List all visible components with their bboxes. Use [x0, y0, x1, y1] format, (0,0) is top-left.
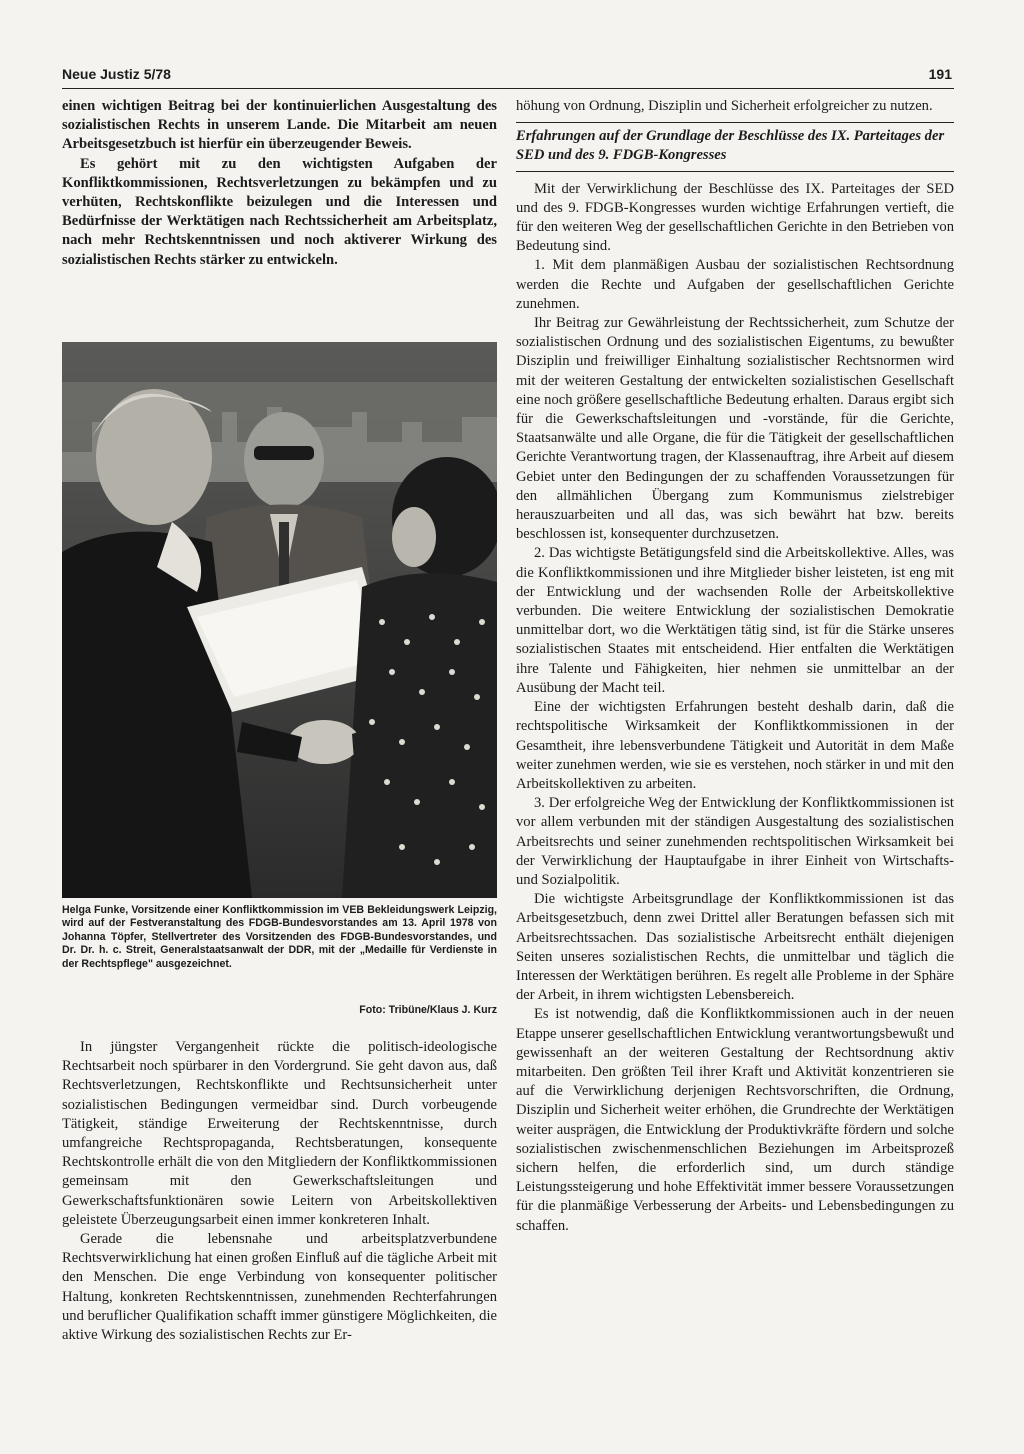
paragraph: einen wichtigen Beitrag bei der kontinuierlichen Ausgestaltung des sozialistischen Rechts in unserem Lande. Die Mitarbeit am neuen Arbeitsgesetzbuch ist hierfür ein überzeugender Beweis. [62, 98, 497, 153]
header-rule [62, 88, 954, 89]
photo-credit: Foto: Tribüne/Klaus J. Kurz [359, 1004, 497, 1016]
paragraph: Mit der Verwirklichung der Beschlüsse des IX. Parteitages der SED und des 9. FDGB-Kongresses wurden wichtige Erfahrungen vertieft, die für den weiteren Weg der gesellschaftlichen Gerichte in den Betrieben von Bedeutung sind. [516, 180, 954, 255]
paragraph: Es gehört mit zu den wichtigsten Aufgaben der Konfliktkommissionen, Rechtsverletzungen zu bekämpfen und zu verhüten, Rechtskonflikte beizulegen und die Interessen und Bedürfnisse der Werktätigen nach Rechtssicherheit am Arbeitsplatz, nach mehr Rechtskenntnissen und noch aktiverer Wirkung des sozialistischen Rechts stärker zu entwickeln. [62, 155, 497, 268]
photo-illustration [62, 342, 497, 898]
paragraph: höhung von Ordnung, Disziplin und Sicherheit erfolgreicher zu nutzen. [516, 98, 933, 114]
paragraph: Die wichtigste Arbeitsgrundlage der Konfliktkommissionen ist das Arbeitsgesetzbuch, denn zwei Drittel aller Beratungen befassen sich mit Arbeitsrechtssachen. Das sozialistische Arbeitsrecht enthält diejenigen Seiten unseres sozialistischen Rechts, die unmittelbar und täglich die Interessen der Werktätigen berühren. Es regelt alle Probleme in der Sphäre der Arbeit, in ihrem wichtigsten Lebensbereich. [516, 891, 954, 1004]
journal-header: Neue Justiz 5/78 [62, 66, 171, 82]
paragraph: Ihr Beitrag zur Gewährleistung der Rechtssicherheit, zum Schutze der sozialistischen Ordnung und des sozialistischen Eigentums, zu bewußter Disziplin und freiwilliger Einhaltung sozialistischer Rechtsnormen wird mit der weiteren Gestaltung der entwickelten sozialistischen Gesellschaft eine noch größere gesellschaftliche Bedeutung erhalten. Daraus ergibt sich für die Gewerkschaftsleitungen und -vorstände, für die Gerichte, Staatsanwälte und alle Organe, die für die Tätigkeit der gesellschaftlichen Gerichte Verantwortung tragen, der Klassenauftrag, ihre Arbeit auf diesem Gebiet unter den Bedingungen der zu schaffenden Voraussetzungen für den allmählichen Übergang zum Kommunismus zielstrebiger herauszuarbeiten und all das, was sich bewährt hat bzw. bereits beschlossen ist, konsequenter durchzusetzen. [516, 315, 954, 543]
left-column-bottom [62, 1038, 497, 1345]
paragraph: Eine der wichtigsten Erfahrungen besteht deshalb darin, daß die rechtspolitische Wirksamkeit der Konfliktkommissionen in der Gesamtheit, ihre lebensverbundene Tätigkeit und Autorität in dem Maße weiter zunehmen werden, wie sie es verstehen, noch stärker in und mit den Arbeitskollektiven zu arbeiten. [516, 699, 954, 792]
paragraph: Es ist notwendig, daß die Konfliktkommissionen auch in der neuen Etappe unserer gesellschaftlichen Entwicklung verantwortungsbewußt und gewissenhaft an der weiteren Gestaltung der Rechtsordnung aktiv mitarbeiten. Den größten Teil ihrer Kraft und Aktivität konzentrieren sie auf die Verwirklichung derjenigen Rechtsvorschriften, die Ordnung, Disziplin und Sicherheit weiter erhöhen, die Grundrechte der Werktätigen weiter ausprägen, die Entwicklung der Produktivkräfte fördern und solche sozialistischen zwischenmenschlichen Beziehungen im Arbeitsprozeß sichern helfen, die erforderlich sind, um durch ständige Leistungssteigerung und hohe Effektivität immer bessere Voraussetzungen für die planmäßige Verbesserung der Arbeits- und Lebensbedingungen zu schaffen. [516, 1006, 954, 1234]
section-rule [516, 122, 954, 123]
photo-caption: Helga Funke, Vorsitzende einer Konfliktkommission im VEB Bekleidungswerk Leipzig, wird auf der Festveranstaltung des FDGB-Bundesvorstandes am 13. April 1978 von Johanna Töpfer, Stellvertreter des Vorsitzenden des FDGB-Bundesvorstandes, und Dr. Dr. h. c. Streit, Generalstaatsanwalt der DDR, mit der „Medaille für Verdienste in der Rechtspflege" ausgezeichnet. [62, 904, 497, 970]
paragraph: 2. Das wichtigste Betätigungsfeld sind die Arbeitskollektive. Alles, was die Konfliktkommissionen und ihre Mitglieder bisher leisteten, ist eng mit der Entwicklung und der wachsenden Rolle der Arbeitskollektive verbunden. Die weitere Entwicklung der sozialistischen Demokratie unmittelbar dort, wo die Werktätigen tätig sind, ist für die Stärke unseres sozialistischen Staates mit entscheidend. Hier entfalten die Werktätigen ihre Talente und Fähigkeiten, hier nehmen sie unmittelbar an der Ausübung der Macht teil. [516, 545, 954, 696]
paragraph: In jüngster Vergangenheit rückte die politisch-ideologische Rechtsarbeit noch spürbarer in den Vordergrund. Sie geht davon aus, daß Rechtsverletzungen, Rechtskonflikte und Rechtsunsicherheit unter sozialistischen Bedingungen vermeidbar sind. Durch vorbeugende Tätigkeit, ständige Erweiterung der Rechtskenntnisse, durch umfangreiche Rechtspropaganda, Rechtsberatungen, konsequente Rechtskontrolle erhält die von den Mitgliedern der Konfliktkommissionen gemeinsam mit den Gewerkschaftsleitungen und Gewerkschaftsfunktionären sowie Leitern von Arbeitskollektiven geleistete Überzeugungsarbeit einen immer konkreteren Inhalt. [62, 1039, 497, 1228]
paragraph: 3. Der erfolgreiche Weg der Entwicklung der Konfliktkommissionen ist vor allem verbunden mit der ständigen Ausgestaltung des sozialistischen Arbeitsrechts und seiner zunehmenden rechtspolitischen Wirksamkeit bei der Verwirklichung der Hauptaufgabe in ihrer Einheit von Wirtschafts- und Sozialpolitik. [516, 795, 954, 888]
page-number: 191 [928, 66, 952, 82]
paragraph: Gerade die lebensnahe und arbeitsplatzverbundene Rechtsverwirklichung hat einen großen Einfluß auf die tägliche Arbeit mit den Menschen. Die enge Verbindung von konsequenter politischer Haltung, konkreten Rechtskenntnissen, zunehmenden Rechterfahrungen und beruflicher Qualifikation schafft immer günstigere Möglichkeiten, die aktive Wirkung des sozialistischen Rechts zur Er- [62, 1231, 497, 1344]
paragraph: 1. Mit dem planmäßigen Ausbau der sozialistischen Rechtsordnung werden die Rechte und Aufgaben der gesellschaftlichen Gerichte zunehmen. [516, 257, 954, 312]
press-photo [62, 342, 497, 898]
section-heading: Erfahrungen auf der Grundlage der Beschlüsse des IX. Parteitages der SED und des 9. FDGB-Kongresses [516, 127, 954, 171]
left-column-top [62, 97, 497, 270]
right-column [516, 97, 954, 1236]
